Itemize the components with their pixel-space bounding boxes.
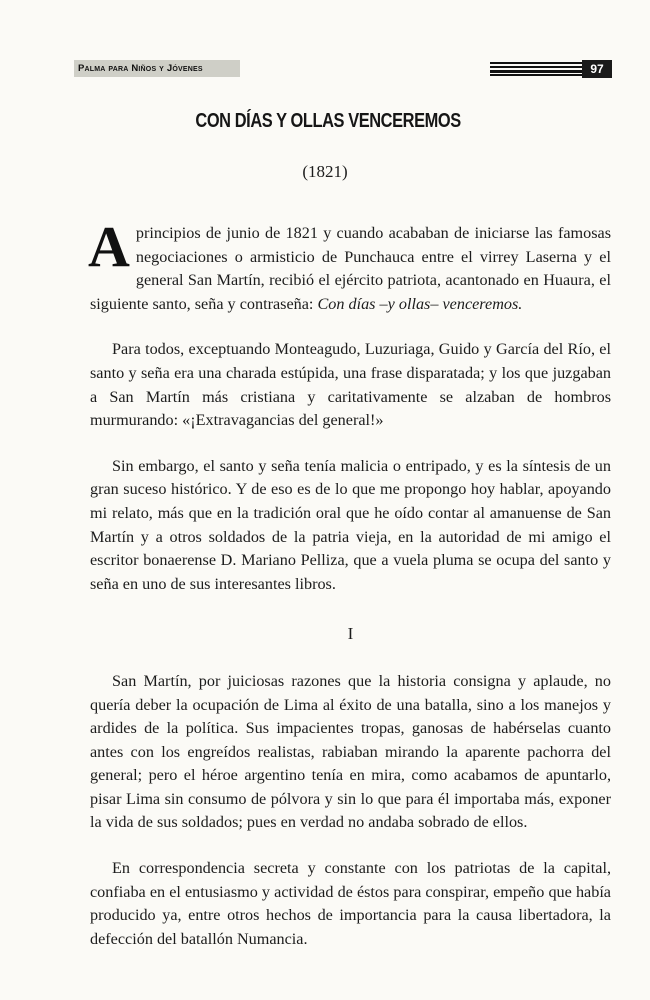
drop-cap: A bbox=[88, 214, 130, 279]
paragraph-2: Para todos, exceptuando Monteagudo, Luzuriaga, Guido y García del Río, el santo y seña era una charada estúpida, una frase disparatada; y los que juzgaban a San Martín más cristiana y caritativamente se alzaban de hombros murmurando: «¡Extravagancias del general!» bbox=[90, 340, 611, 430]
body-text bbox=[88, 214, 611, 973]
header-rule bbox=[490, 62, 582, 76]
paragraph-5: En correspondencia secreta y constante con los patriotas de la capital, confiaba en el entusiasmo y actividad de éstos para conspirar, empeño que había producido ya, entre otros hechos de importancia para la causa libertadora, la defección del batallón Numancia. bbox=[90, 859, 611, 948]
chapter-year: (1821) bbox=[302, 162, 348, 181]
paragraph-1-italic: Con días –y ollas– venceremos. bbox=[317, 294, 523, 313]
section-numeral: I bbox=[347, 624, 354, 644]
paragraph-1 bbox=[88, 214, 611, 316]
paragraph-4: San Martín, por juiciosas razones que la historia consigna y aplaude, no quería deber la ocupación de Lima al éxito de una batalla, sino a los manejos y ardides de la política. Sus impacientes tropas, ganosas de habérselas cuanto antes con los engreídos realistas, rabiaban mirando la aparente pachorra del general; pero el héroe argentino tenía en mira, como acabamos de apuntarlo, pisar Lima sin consumo de pólvora y sin lo que para él importaba más, exponer la vida de sus soldados; pues en verdad no andaba sobrado de ellos. bbox=[90, 671, 611, 832]
paragraph-3: Sin embargo, el santo y seña tenía malicia o entripado, y es la síntesis de un gran suceso histórico. Y de eso es de lo que me propongo hoy hablar, apoyando mi relato, más que en la tradición oral que he oído contar al amanuense de San Martín y a otros soldados de la patria vieja, en la autoridad de mi amigo el escritor bonaerense D. Mariano Pelliza, que a vuela pluma se ocupa del santo y seña en uno de sus interesantes libros. bbox=[90, 456, 611, 593]
chapter-title: CON DÍAS Y OLLAS VENCEREMOS bbox=[195, 110, 461, 132]
page-number: 97 bbox=[582, 60, 612, 78]
paragraph-1-text: principios de junio de 1821 y cuando acababan de iniciarse las famosas negociaciones o armisticio de Punchauca entre el virrey Laserna y el general San Martín, recibió el ejército patriota, acantonado en Huaura, el siguiente santo, seña y contraseña: bbox=[90, 224, 611, 313]
running-header-title: Palma para Niños y Jóvenes bbox=[74, 60, 240, 77]
